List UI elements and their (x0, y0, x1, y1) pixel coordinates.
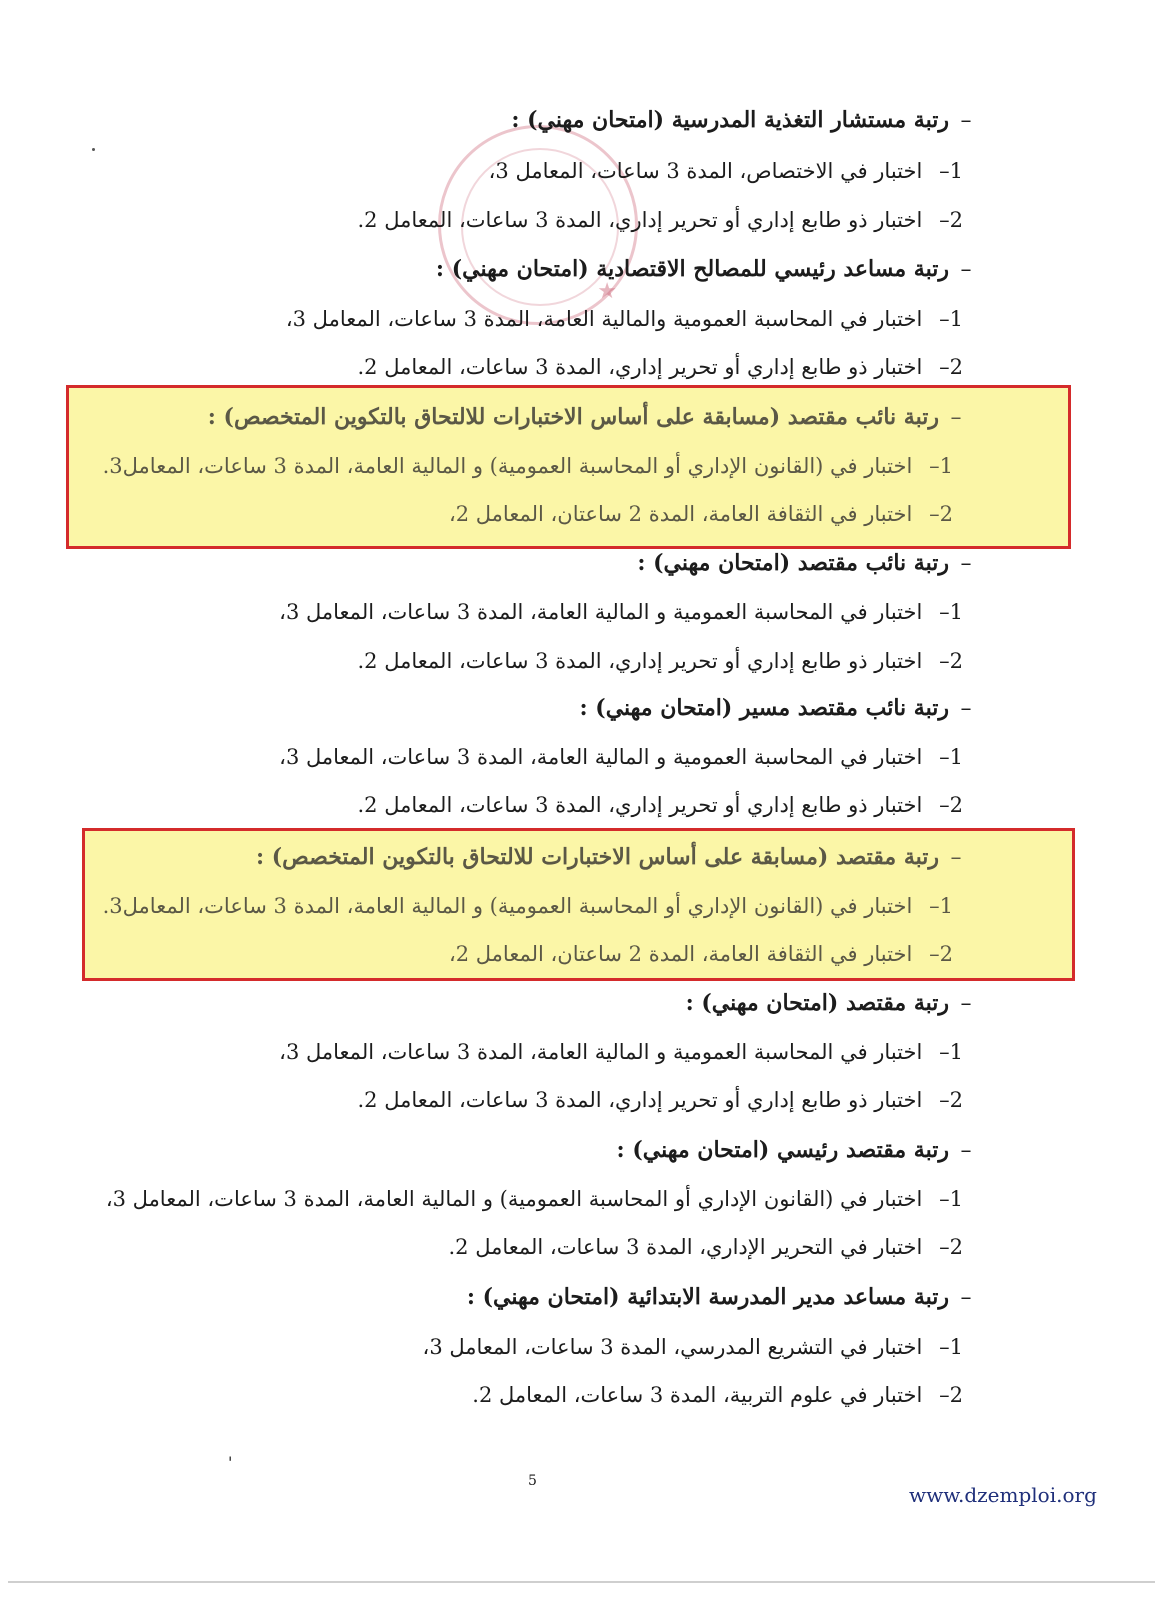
item-number: 2– (929, 942, 953, 966)
bullet-dash: – (950, 845, 962, 870)
list-item: 1– اختبار في (القانون الإداري أو المحاسبة العمومية) و المالية العامة، المدة 3 ساعات، المعامل3. (103, 451, 953, 481)
bullet-dash: – (960, 991, 972, 1016)
item-number: 2– (939, 649, 963, 673)
list-item: 2– اختبار في علوم التربية، المدة 3 ساعات، المعامل 2. (472, 1380, 963, 1410)
section-heading: –رتبة نائب مقتصد مسير (امتحان مهني) : (580, 693, 984, 724)
item-number: 1– (939, 1335, 963, 1359)
item-number: 2– (939, 1235, 963, 1259)
item-number: 2– (939, 1088, 963, 1112)
list-item: 1– اختبار في (القانون الإداري أو المحاسبة العمومية) و المالية العامة، المدة 3 ساعات، المعامل3. (103, 891, 953, 921)
list-item: 1– اختبار في الاختصاص، المدة 3 ساعات، المعامل 3، (489, 156, 963, 186)
list-item: 1– اختبار في التشريع المدرسي، المدة 3 ساعات، المعامل 3، (423, 1332, 963, 1362)
item-number: 1– (939, 600, 963, 624)
section-heading: –رتبة مستشار التغذية المدرسية (امتحان مهني) : (511, 105, 983, 136)
page-number: 5 (528, 1473, 537, 1489)
list-item: 1– اختبار في المحاسبة العمومية و المالية العامة، المدة 3 ساعات، المعامل 3، (279, 1037, 963, 1067)
item-number: 1– (929, 454, 953, 478)
bullet-dash: – (960, 551, 972, 576)
list-item: 2– اختبار ذو طابع إداري أو تحرير إداري، المدة 3 ساعات، المعامل 2. (357, 646, 963, 676)
section-heading: –رتبة مقتصد (مسابقة على أساس الاختبارات للالتحاق بالتكوين المتخصص) : (256, 842, 973, 873)
bullet-dash: – (960, 1138, 972, 1163)
item-number: 1– (939, 307, 963, 331)
scan-mark: ' (228, 1453, 233, 1472)
section-heading: –رتبة مساعد مدير المدرسة الابتدائية (امتحان مهني) : (467, 1282, 983, 1313)
section-heading: –رتبة مساعد رئيسي للمصالح الاقتصادية (امتحان مهني) : (436, 254, 983, 285)
list-item: 1– اختبار في المحاسبة العمومية والمالية العامة، المدة 3 ساعات، المعامل 3، (286, 304, 963, 334)
list-item: 1– اختبار في المحاسبة العمومية و المالية العامة، المدة 3 ساعات، المعامل 3، (279, 742, 963, 772)
bullet-dash: – (950, 405, 962, 430)
list-item: 1– اختبار في المحاسبة العمومية و المالية العامة، المدة 3 ساعات، المعامل 3، (279, 597, 963, 627)
bullet-dash: – (960, 108, 972, 133)
item-number: 2– (939, 793, 963, 817)
list-item: 2– اختبار ذو طابع إداري أو تحرير إداري، المدة 3 ساعات، المعامل 2. (357, 205, 963, 235)
item-number: 2– (939, 355, 963, 379)
scan-edge-line (8, 1581, 1155, 1583)
bullet-dash: – (960, 696, 972, 721)
section-heading: –رتبة نائب مقتصد (مسابقة على أساس الاختبارات للالتحاق بالتكوين المتخصص) : (208, 402, 973, 433)
section-heading: –رتبة مقتصد (امتحان مهني) : (686, 988, 983, 1019)
list-item: 2– اختبار في الثقافة العامة، المدة 2 ساعتان، المعامل 2، (449, 499, 953, 529)
item-number: 2– (929, 502, 953, 526)
stamp-star-icon: ★ (597, 279, 617, 304)
item-number: 1– (939, 159, 963, 183)
item-number: 1– (939, 1187, 963, 1211)
bullet-dash: – (960, 1285, 972, 1310)
section-heading: –رتبة نائب مقتصد (امتحان مهني) : (637, 548, 983, 579)
scan-speck (92, 148, 95, 151)
list-item: 2– اختبار ذو طابع إداري أو تحرير إداري، المدة 3 ساعات، المعامل 2. (357, 352, 963, 382)
item-number: 2– (939, 1383, 963, 1407)
list-item: 2– اختبار ذو طابع إداري أو تحرير إداري، المدة 3 ساعات، المعامل 2. (357, 1085, 963, 1115)
item-number: 1– (939, 745, 963, 769)
item-number: 1– (939, 1040, 963, 1064)
item-number: 1– (929, 894, 953, 918)
bullet-dash: – (960, 257, 972, 282)
section-heading: –رتبة مقتصد رئيسي (امتحان مهني) : (617, 1135, 983, 1166)
list-item: 2– اختبار في التحرير الإداري، المدة 3 ساعات، المعامل 2. (448, 1232, 963, 1262)
list-item: 1– اختبار في (القانون الإداري أو المحاسبة العمومية) و المالية العامة، المدة 3 ساعات، المعامل 3، (106, 1184, 963, 1214)
item-number: 2– (939, 208, 963, 232)
list-item: 2– اختبار ذو طابع إداري أو تحرير إداري، المدة 3 ساعات، المعامل 2. (357, 790, 963, 820)
watermark-url: www.dzemploi.org (909, 1483, 1097, 1507)
list-item: 2– اختبار في الثقافة العامة، المدة 2 ساعتان، المعامل 2، (449, 939, 953, 969)
